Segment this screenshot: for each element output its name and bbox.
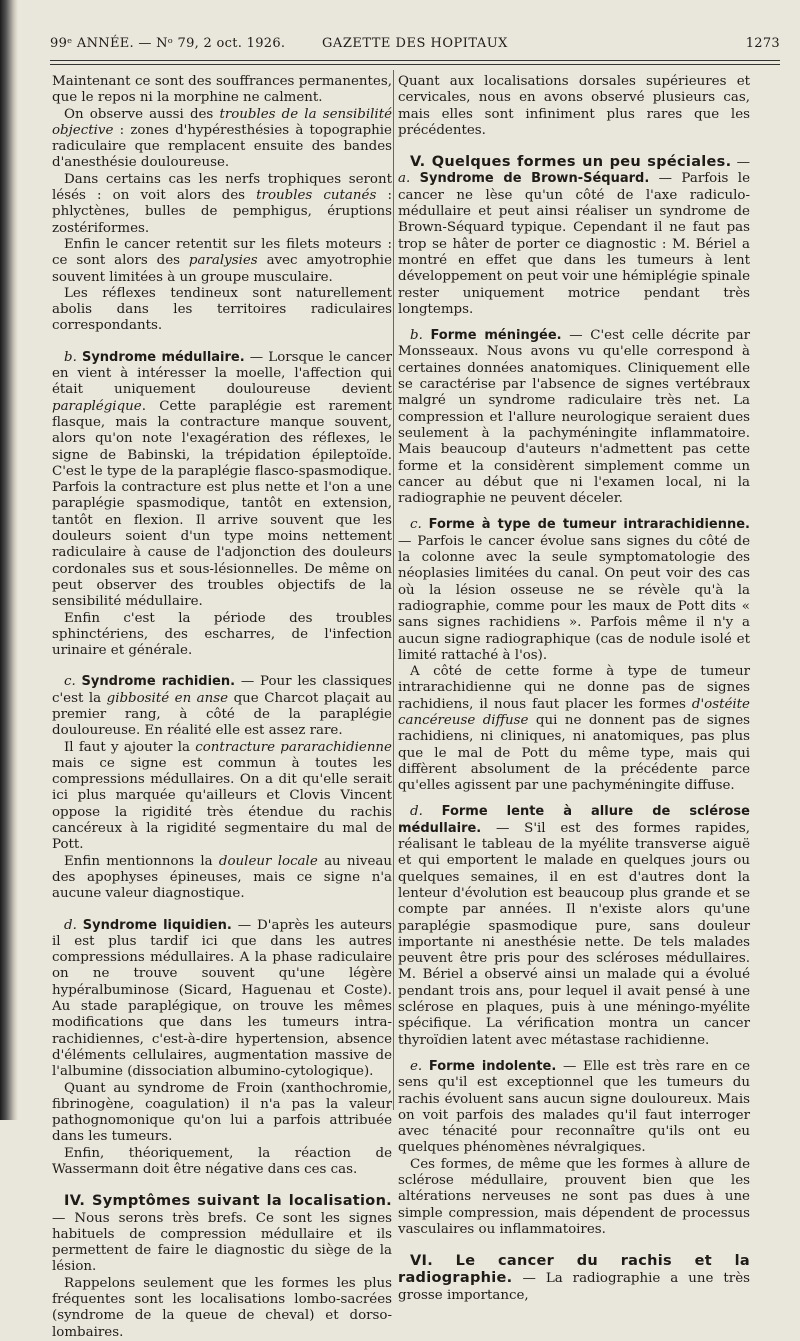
binding-shadow bbox=[0, 0, 18, 1120]
section-d-syndrome-liquidien: d. Syndrome liquidien. — D'après les auteurs il est plus tardif ici que dans les autres compressions médullaires. A la phase radiculaire on ne trouve souvent qu'une légère hypéralbuminose (Sicard, Haguenau et Coste). Au stade paraplégique, on trouve les mêmes modifications que dans les tumeurs intra-rachidiennes, c'est-à-dire hypertension, absence d'éléments cellulaires, augmentation massive de l'albumine (dissociation albumino-cytologique). bbox=[52, 917, 392, 1080]
italic-term: gibbosité en anse bbox=[106, 690, 229, 706]
section-e-forme-indolente: e. Forme indolente. — Elle est très rare en ce sens qu'il est exceptionnel que les tumeurs du rachis évoluent sans aucun signe douloureux. Mais on voit parfois des malades qu'il faut interroger avec ténacité pour reconnaître qu'ils ont eu quelques phénomènes névralgiques. bbox=[398, 1058, 751, 1156]
section-v-formes-speciales: V. Quelques formes un peu spéciales. — a. Syndrome de Brown-Séquard. — Parfois le cancer ne lèse qu'un côté de l'axe radiculo-médullaire et peut ainsi réaliser un syndrome de Brown-Séquard typique. Cependant il ne faut pas trop se hâter de porter ce diagnostic : M. Bériel a montré en effet que dans les tumeurs à lent développement on peut voir une hémiplégie spinale rester uniquement motrice pendant très longtemps. bbox=[398, 154, 750, 317]
paragraph: Les réflexes tendineux sont naturellement abolis dans les territoires radiculaires correspondants. bbox=[52, 285, 392, 334]
section-b-syndrome-medullaire: b. Syndrome médullaire. — Lorsque le cancer en vient à intéresser la moelle, l'affection qui était uniquement douloureuse devient paraplégique. Cette paraplégie est rarement flasque, mais la contracture manque souvent, alors qu'on note l'exagération des réflexes, le signe de Babinski, la trépidation épileptoïde. C'est le type de la paraplégie flasco-spasmodique. Parfois la contracture est plus nette et l'on a une paraplégie spasmodique, tantôt en extension, tantôt en flexion. Il arrive souvent que les douleurs soient d'un type moins nettement radiculaire à cause de l'adjonction des douleurs cordonales sus et sous-lésionnelles. De même on peut observer des troubles objectifs de la sensibilité médullaire. bbox=[52, 349, 393, 610]
italic-term: paralysies bbox=[188, 253, 258, 269]
italic-term: contracture pararachidienne bbox=[195, 739, 392, 755]
paragraph: Ces formes, de même que les formes à allure de sclérose médullaire, prouvent bien que les altérations nerveuses ne sont pas dues à une simple compression, mais dépendent de processus vasculaires ou inflammatoires. bbox=[398, 1156, 750, 1237]
subsection-heading: Syndrome médullaire. bbox=[81, 349, 245, 365]
italic-term: douleur locale bbox=[218, 853, 318, 869]
running-header bbox=[50, 36, 780, 58]
section-vi-radiographie: VI. Le cancer du rachis et la radiographie. — La radiographie a une très grosse importance, bbox=[398, 1253, 750, 1303]
subsection-heading: Forme lente à allure de sclérose médullaire. bbox=[398, 804, 750, 836]
subsection-heading: Syndrome de Brown-Séquard. bbox=[419, 171, 650, 187]
issue-info: 99ᵉ ANNÉE. — Nᵒ 79, 2 oct. 1926. bbox=[50, 36, 286, 51]
paragraph: A côté de cette forme à type de tumeur intrarachidienne qui ne donne pas de signes rachidiens, il nous faut placer les formes d'ostéite cancéreuse diffuse qui ne donnent pas de signes rachidiens, ni cliniques, ni anatomiques, pas plus que le mal de Pott du même type, mais qui diffèrent absolument de la précédente parce qu'elles agissent par une pachyméningite diffuse. bbox=[398, 664, 751, 794]
section-c-forme-intrarachidienne: c. Forme à type de tumeur intrarachidienne. — Parfois le cancer évolue sans signes du côté de la colonne avec la seule symptomatologie des néoplasies limitées du canal. On peut voir des cas où la lésion osseuse ne se révèle qu'à la radiographie, comme pour les maux de Pott dits « sans signes rachidiens ». Parfois même il n'y a aucun signe radiographique (cas de nodule isolé et limité rattaché à l'os). bbox=[398, 517, 750, 663]
section-c-syndrome-rachidien: c. Syndrome rachidien. — Pour les classiques c'est la gibbosité en anse que Charcot plaçait au premier rang, à côté de la paraplégie douloureuse. En réalité elle est assez rare. bbox=[52, 674, 392, 739]
italic-term: troubles de la sensibilité objective bbox=[52, 106, 393, 138]
italic-term: d'ostéite cancéreuse diffuse bbox=[398, 696, 750, 728]
header-rule bbox=[50, 60, 780, 65]
paragraph: Quant au syndrome de Froin (xanthochromie, fibrinogène, coagulation) il n'a pas la valeur pathognomonique qu'on lui a parfois attribuée dans les tumeurs. bbox=[52, 1080, 392, 1145]
section-heading: VI. Le cancer du rachis et la radiographie. bbox=[398, 1253, 750, 1287]
paragraph: Maintenant ce sont des souffrances permanentes, que le repos ni la morphine ne calment. bbox=[52, 74, 392, 106]
subsection-heading: Forme à type de tumeur intrarachidienne. bbox=[428, 517, 750, 533]
paragraph: On observe aussi des troubles de la sensibilité objective : zones d'hypéresthésies à topographie radiculaire que remplacent ensuite des bandes d'anesthésie douloureuse. bbox=[52, 106, 393, 171]
italic-term: paraplégique bbox=[52, 398, 142, 414]
section-b-forme-meningee: b. Forme méningée. — C'est celle décrite par Monsseaux. Nous avons vu qu'elle correspond à certaines données anatomiques. Cliniquement elle se caractérise par l'absence de signes vertébraux malgré un syndrome radiculaire très net. La compression et l'allure neurologique seraient dues seulement à la pachyméningite inflammatoire. Mais beaucoup d'auteurs n'admettent pas cette forme et la considèrent simplement comme un cancer au début que ni l'examen local, ni la radiographie ne peuvent déceler. bbox=[398, 328, 750, 507]
section-iv-localisation: IV. Symptômes suivant la localisation. — Nous serons très brefs. Ce sont les signes habituels de compression médullaire et ils permettent de faire le diagnostic du siège de la lésion. bbox=[52, 1193, 392, 1275]
journal-title: GAZETTE DES HOPITAUX bbox=[322, 36, 508, 51]
subsection-heading: Forme indolente. bbox=[428, 1058, 557, 1074]
column-divider bbox=[393, 70, 394, 1110]
left-column bbox=[52, 74, 392, 1341]
paragraph: Dans certains cas les nerfs trophiques seront lésés : on voit alors des troubles cutanés : phlyctènes, bulles de pemphigus, éruptions zostériformes. bbox=[52, 171, 392, 236]
paragraph: Quant aux localisations dorsales supérieures et cervicales, nous en avons observé plusieurs cas, mais elles sont infiniment plus rares que les précédentes. bbox=[398, 74, 750, 138]
paragraph: Enfin c'est la période des troubles sphinctériens, des escharres, de l'infection urinaire et générale. bbox=[52, 610, 392, 659]
paragraph: Enfin le cancer retentit sur les filets moteurs : ce sont alors des paralysies avec amyotrophie souvent limitées à un groupe musculaire. bbox=[52, 236, 392, 285]
subsection-heading: Syndrome liquidien. bbox=[82, 917, 232, 933]
paragraph: Il faut y ajouter la contracture pararachidienne mais ce signe est commun à toutes les compressions médullaires. On a dit qu'elle serait ici plus marquée qu'ailleurs et Clovis Vincent oppose la rigidité très étendue du rachis cancéreux à la rigidité segmentaire du mal de Pott. bbox=[52, 739, 392, 853]
italic-term: troubles cutanés bbox=[256, 188, 377, 204]
section-heading: IV. Symptômes suivant la localisation. bbox=[64, 1193, 392, 1210]
section-heading: V. Quelques formes un peu spéciales. bbox=[410, 154, 732, 171]
paragraph: Enfin mentionnons la douleur locale au niveau des apophyses épineuses, mais ce signe n'a aucune valeur diagnostique. bbox=[52, 853, 392, 902]
subsection-heading: Forme méningée. bbox=[430, 328, 562, 344]
subsection-heading: Syndrome rachidien. bbox=[81, 674, 236, 690]
paragraph: Rappelons seulement que les formes les plus fréquentes sont les localisations lombo-sacrées (syndrome de la queue de cheval) et dorso-lombaires. bbox=[52, 1275, 392, 1340]
section-d-forme-lente: d. Forme lente à allure de sclérose médullaire. — S'il est des formes rapides, réalisant le tableau de la myélite transverse aiguë et qui emportent le malade en quelques jours ou quelques semaines, il en est d'autres dont la lenteur d'évolution est beaucoup plus grande et se compte par années. Il n'existe alors qu'une paraplégie spasmodique pure, sans douleur importante ni anesthésie nette. De tels malades peuvent être pris pour des scléroses médullaires. M. Bériel a observé ainsi un malade qui a évolué pendant trois ans, pour lequel il avait pensé à une sclérose en plaques, puis à une méningo-myélite spécifique. La vérification montra un cancer thyroïdien latent avec métastase rachidienne. bbox=[398, 804, 750, 1048]
paragraph: Enfin, théoriquement, la réaction de Wassermann doit être négative dans ces cas. bbox=[52, 1145, 392, 1177]
page-number: 1273 bbox=[745, 36, 780, 51]
